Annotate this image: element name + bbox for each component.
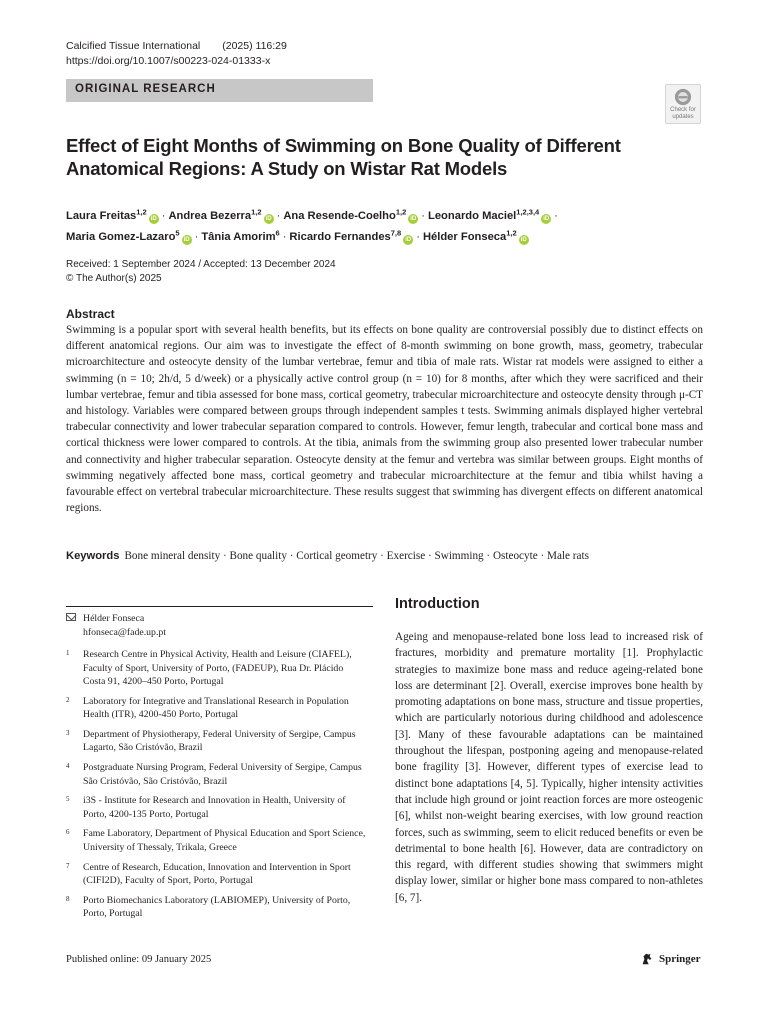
author[interactable]: Hélder Fonseca$^{1,2}$iD <box>422 228 527 244</box>
affiliation-item: 8 Porto Biomechanics Laboratory (LABIOMEP), University of Porto, Porto, Portugal <box>66 894 351 920</box>
corresponding-author: Hélder Fonseca <box>83 613 145 624</box>
keywords-list: Bone mineral density · Bone quality · Cortical geometry · Exercise · Swimming · Osteocyte · Male rats <box>124 550 589 562</box>
affiliations <box>66 648 366 927</box>
introduction-heading: Introduction <box>395 596 480 612</box>
affiliation-item: 2 Laboratory for Integrative and Translational Research in Population Health (ITR), 4200-450 Porto, Portugal <box>66 695 349 721</box>
orcid-icon[interactable]: iD <box>405 237 412 244</box>
article-title: Effect of Eight Months of Swimming on Bone Quality of Different Anatomical Regions: A Study on Wistar Rat Models <box>66 135 621 179</box>
keywords-heading: Keywords <box>66 550 120 562</box>
envelope-icon <box>66 613 76 621</box>
footnote-divider <box>66 606 373 607</box>
orcid-icon[interactable]: iD <box>150 215 157 222</box>
affiliation-item: 1 Research Centre in Physical Activity, Health and Leisure (CIAFEL), Faculty of Sport, University of Porto, (FADEUP), Rua Dr. Plácido Costa 91, 4200–450 Porto, Portugal <box>66 649 352 687</box>
orcid-icon[interactable]: iD <box>543 215 550 222</box>
orcid-icon[interactable]: iD <box>183 237 190 244</box>
author[interactable]: Laura Freitas$^{1,2}$iD <box>66 207 157 222</box>
doi-link[interactable]: https://doi.org/10.1007/s00223-024-01333-x <box>66 55 271 67</box>
affiliation-item: 4 Postgraduate Nursing Program, Federal University of Sergipe, Campus São Cristóvão, São Cristóvão, Brazil <box>66 762 362 787</box>
author[interactable]: Andrea Bezerra$^{1,2}$iD <box>168 207 272 222</box>
author[interactable]: Ricardo Fernandes$^{7,8}$iD <box>289 228 412 244</box>
author[interactable]: Maria Gomez-Lazaro$^5$iD <box>66 228 190 244</box>
orcid-icon[interactable]: iD <box>265 215 272 222</box>
journal-name: Calcified Tissue International <box>66 40 201 52</box>
author[interactable]: Tânia Amorim$^6$ <box>201 228 280 244</box>
article-type-label: ORIGINAL RESEARCH <box>75 83 216 95</box>
affiliation-item: 7 Centre of Research, Education, Innovation and Intervention in Sport (CIFI2D), Faculty of Sport, Porto, Portugal <box>66 861 351 887</box>
check-for-updates-badge[interactable] <box>665 84 701 124</box>
author[interactable]: Ana Resende-Coelho$^{1,2}$iD <box>283 207 417 222</box>
abstract-heading: Abstract <box>66 307 115 321</box>
correspondence <box>66 612 166 639</box>
journal-header <box>66 40 287 52</box>
corresponding-email[interactable]: hfonseca@fade.up.pt <box>83 626 167 638</box>
introduction-text: Ageing and menopause-related bone loss lead to increased risk of fractures, morbidity and premature mortality [1]. Prophylactic strategies to maximize bone mass and reduce ageing-related bone loss are determinant [2]. Overall, exercise improves bone health by promoting adaptations on bone mass, structure and tissue properties, which are particularly notorious during childhood and adolescence [3]. Many of these favourable adaptations can be maintained throughout the lifespan, postponing ageing and menopause-related bone fragility [3]. However, different types of exercise lead to distinct bone adaptations [4, 5]. Typically, higher intensity activities that include high ground or joint reaction forces are more osteogenic [6], whilst non-weight bearing exercises, with low ground reaction forces, such as swimming, seem to elicit reduced benefits or even be detrimental to bone health [6]. However, data are contradictory on this regard, with different studies showing that swimmers might display lower, similar or higher bone mass compared to non-athletes [6, 7]. <box>395 631 703 904</box>
publisher-name: Springer <box>659 953 701 965</box>
abstract-text: Swimming is a popular sport with several health benefits, but its effects on bone quality are controversial possibly due to distinct effects on different anatomical regions. Our aim was to investigate the effect of 8-month swimming on bone growth, mass, geometry, trabecular microarchitecture and osteocyte density of the lumbar vertebrae, femur and tibia of male rats. Wistar rat models were assigned to either a swimming (n = 10; 2h/d, 5 d/week) or a physically active control group (n = 10) for 8 months, after which they were sacrificed and their lumbar vertebrae, femur and tibia assessed for bone mass, cortical geometry, trabecular microarchitecture and osteocyte density through μ-CT and histology. Variables were compared between groups through independent samples t tests. Swimming animals displayed higher vertebral trabecular connectivity and lower trabecular separation compared to controls. However, femur length, trabecular and cortical bone mass and cortical thickness were lower compared to controls. At the tibia, animals from the swimming group also presented lower trabecular number and connectivity and higher trabecular separation. Osteocyte density at the femur and vertebra was similar between groups. Eight months of swimming negatively affected bone mass, cortical geometry and trabecular microarchitecture at the femur and tibia whilst having a favourable effect on vertebral trabecular microarchitecture. These results suggest that swimming has divergent effects on different anatomical regions. <box>66 324 703 515</box>
orcid-icon[interactable]: iD <box>520 237 527 244</box>
springer-horse-icon <box>640 952 654 966</box>
journal-volume: (2025) 116:29 <box>222 40 287 52</box>
crossmark-label: Check for updates <box>670 107 696 120</box>
crossmark-icon <box>674 88 692 106</box>
keywords <box>66 549 706 564</box>
orcid-icon[interactable]: iD <box>410 215 417 222</box>
author[interactable]: Leonardo Maciel$^{1,2,3,4}$iD <box>428 207 550 222</box>
article-type-banner <box>66 79 373 102</box>
article-dates <box>66 258 336 286</box>
published-online-date: Published online: 09 January 2025 <box>66 954 212 965</box>
publisher-logo <box>640 952 701 966</box>
received-accepted-dates: Received: 1 September 2024 / Accepted: 13 December 2024 <box>66 259 336 270</box>
author-list: Laura Freitas$^{1,2}$iD · Andrea Bezerra$^{1,2}$iD · Ana Resende-Coelho$^{1,2}$iD · Leonardo Maciel$^{1,2,3,4}$iD · Maria Gomez-Lazaro$^5$iD · Tânia Amorim$^6$ · Ricardo Fernandes$^{7,8}$iD · Hélder Fonseca$^{1,2}$iD <box>66 207 558 244</box>
affiliation-item: 5 i3S - Institute for Research and Innovation in Health, University of Porto, 4200-135 Porto, Portugal <box>66 795 346 820</box>
affiliation-item: 6 Fame Laboratory, Department of Physical Education and Sport Science, University of Thessaly, Trikala, Greece <box>66 828 366 853</box>
copyright-notice: © The Author(s) 2025 <box>66 273 162 284</box>
affiliation-item: 3 Department of Physiotherapy, Federal University of Sergipe, Campus Lagarto, São Cristóvão, Brazil <box>66 728 356 754</box>
